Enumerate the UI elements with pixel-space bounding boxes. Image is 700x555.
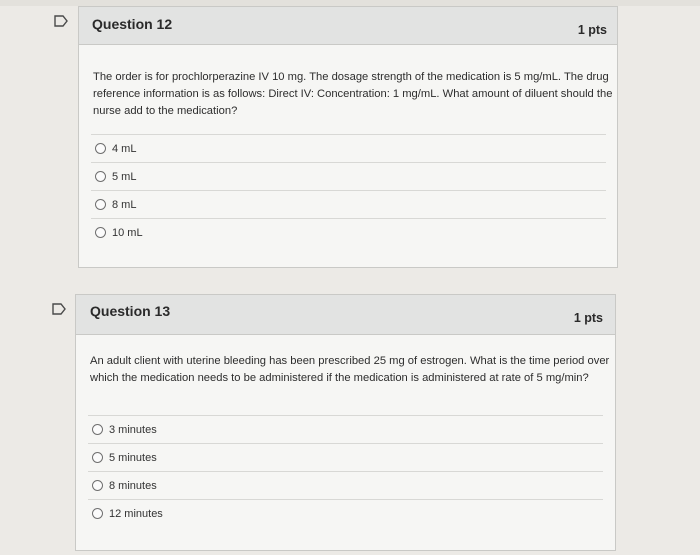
question-12-header [79,7,617,45]
answer-label: 4 mL [112,142,137,155]
answer-label: 12 minutes [109,507,163,520]
radio-button[interactable] [95,171,106,182]
radio-button[interactable] [92,452,103,463]
question-text: An adult client with uterine bleeding has been prescribed 25 mg of estrogen. What is the time period over which the medication needs to be administered if the medication is administered at rate of 5 mg/min? [90,355,610,384]
answer-option[interactable] [88,499,603,527]
radio-button[interactable] [95,227,106,238]
question-points: 1 pts [577,23,607,37]
answer-label: 5 minutes [109,451,157,464]
radio-button[interactable] [92,508,103,519]
flag-question-icon[interactable] [52,303,66,315]
answer-label: 8 minutes [109,479,157,492]
answer-option[interactable] [88,443,603,471]
question-title: Question 12 [92,16,173,32]
question-text: The order is for prochlorperazine IV 10 mg. The dosage strength of the medication is 5 mg/mL. The drug reference information is as follows: Direct IV: Concentration: 1 mg/mL. What amount of diluent should the nurse add to the medication? [93,71,613,117]
radio-button[interactable] [95,143,106,154]
answer-list [88,415,603,527]
radio-button[interactable] [92,424,103,435]
answer-option[interactable] [91,190,606,218]
answer-label: 10 mL [112,226,143,239]
question-12-card [78,6,618,268]
answer-label: 3 minutes [109,423,157,436]
radio-button[interactable] [95,199,106,210]
question-13-card [75,294,616,551]
answer-option[interactable] [91,162,606,190]
question-points: 1 pts [573,311,603,325]
answer-list [91,134,606,246]
question-title: Question 13 [90,303,171,319]
answer-option[interactable] [88,415,603,443]
answer-option[interactable] [88,471,603,499]
radio-button[interactable] [92,480,103,491]
question-13-header [76,295,615,335]
flag-question-icon[interactable] [54,15,68,27]
answer-label: 8 mL [112,198,137,211]
answer-option[interactable] [91,134,606,162]
answer-option[interactable] [91,218,606,246]
answer-label: 5 mL [112,170,137,183]
